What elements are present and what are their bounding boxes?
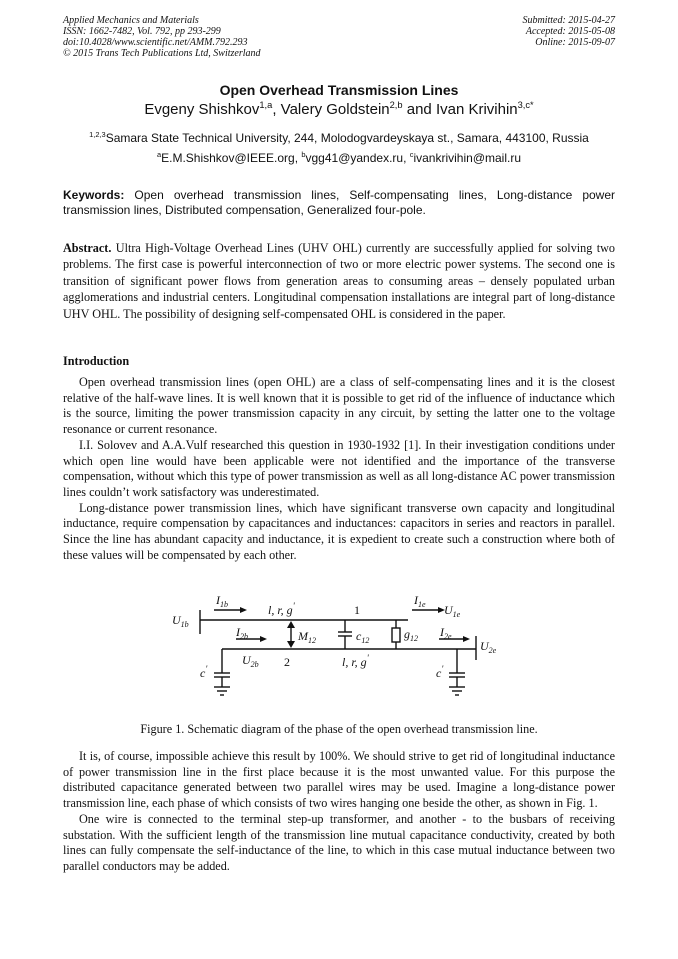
keywords-label: Keywords: xyxy=(63,188,125,202)
arrow-head xyxy=(240,607,247,613)
label-i2b: $I_{2b}$ xyxy=(236,625,248,641)
abstract-text: Ultra High-Voltage Overhead Lines (UHV OHL) currently are successfully applied for solving two problems. The first case is powerful interconnection of two or more electric power systems. The second one is transition of significant power flows from generation areas to consuming areas – densely populated urban agglomerations and industrial centers. Longitudinal compensation installations are integral part of long-distance UHV OHL. The possibility of designing self-compensated OHL is considered in the paper. xyxy=(63,241,615,321)
email-b-sup: b xyxy=(301,150,306,159)
label-u2b: $U_{2b}$ xyxy=(242,653,259,669)
author-list xyxy=(0,101,678,118)
paper-title: Open Overhead Transmission Lines xyxy=(219,82,459,98)
arrow-head xyxy=(260,636,267,642)
label-i2e: $I_{2e}$ xyxy=(440,625,452,641)
author-separator: and xyxy=(402,101,436,118)
author-separator: , xyxy=(272,101,281,118)
paragraph: It is, of course, impossible achieve this result by 100%. We should strive to get rid of longitudinal inductance of power transmission line in the first place because it is the most unwanted value. For this purpose the distributed capacitance generated between two parallel wires may be used. Imagine a long-distance power transmission line, each phase of which consists of two wires hanging one beside the other, as shown in Fig. 1. xyxy=(63,749,615,811)
label-lrg-bottom: l, r, g' xyxy=(342,653,369,669)
label-m12: $M_{12}$ xyxy=(298,629,316,645)
section-heading-introduction: Introduction xyxy=(63,354,130,368)
accepted-date: Accepted: 2015-05-08 xyxy=(525,26,615,37)
header-right xyxy=(523,15,616,48)
label-u1b: $U_{1b}$ xyxy=(172,613,189,629)
label-c-left: c' xyxy=(200,664,208,680)
online-date: Online: 2015-09-07 xyxy=(535,37,615,48)
email-b: vgg41@yandex.ru, xyxy=(305,151,410,165)
email-a-sup: a xyxy=(156,150,162,159)
email-a: E.M.Shishkov@IEEE.org, xyxy=(161,151,302,165)
doi: doi:10.4028/www.scientific.net/AMM.792.293 xyxy=(63,37,248,48)
label-i1e: $I_{1e}$ xyxy=(414,593,426,609)
affiliation-sup: 1,2,3 xyxy=(89,130,106,139)
label-line-2: 2 xyxy=(284,655,290,669)
label-line-1: 1 xyxy=(354,603,360,617)
author-1-sup: 1,a xyxy=(259,100,273,110)
author-3: Ivan Krivihin xyxy=(435,101,518,118)
email-c-sup: c xyxy=(409,150,414,159)
paragraph: Open overhead transmission lines (open OHL) are a class of self-compensating lines and it is the closest relative of the half-wave lines. It is well known that it is possible to get rid of the influence of inductance which is the source, limiting the power transmission capacity in any circuit, by setting the latter one to the voltage resonance or current resonance. xyxy=(63,375,615,437)
figure-1-caption: Figure 1. Schematic diagram of the phase of the open overhead transmission line. xyxy=(140,722,538,736)
submitted-date: Submitted: 2015-04-27 xyxy=(522,15,615,26)
arrow-head xyxy=(287,621,295,628)
author-3-sup: 3,c* xyxy=(517,100,534,110)
email-list xyxy=(0,151,678,165)
label-c-right: c' xyxy=(436,664,444,680)
copyright: © 2015 Trans Tech Publications Ltd, Switzerland xyxy=(63,48,261,59)
label-c12: $c_{12}$ xyxy=(356,629,370,645)
author-2-sup: 2,b xyxy=(389,100,403,110)
arrow-head xyxy=(287,641,295,648)
label-u1e: $U_{1e}$ xyxy=(444,603,461,619)
abstract-label: Abstract. xyxy=(63,241,112,255)
author-2: Valery Goldstein xyxy=(280,101,390,118)
issn: ISSN: 1662-7482, Vol. 792, pp 293-299 xyxy=(63,26,221,37)
email-c: ivankrivihin@mail.ru xyxy=(413,151,522,165)
label-lrg-top: l, r, g' xyxy=(268,601,295,617)
introduction-body xyxy=(63,375,615,563)
body-text xyxy=(63,749,615,875)
affiliation-text: Samara State Technical University, 244, Molodogvardeyskaya st., Samara, 443100, Russia xyxy=(105,131,589,145)
label-i1b: $I_{1b}$ xyxy=(216,593,228,609)
author-1: Evgeny Shishkov xyxy=(144,101,260,118)
label-u2e: $U_{2e}$ xyxy=(480,639,497,655)
figure-1-circuit-diagram xyxy=(168,584,510,704)
keywords-text: Open overhead transmission lines, Self-compensating lines, Long-distance power transmission lines, Distributed compensation, Generalized four-pole. xyxy=(63,188,615,217)
abstract xyxy=(63,240,615,322)
conductance-element xyxy=(392,628,400,642)
label-g12: $g_{12}$ xyxy=(404,627,418,643)
paragraph: I.I. Solovev and A.A.Vulf researched this question in 1930-1932 [1]. In their investigation conditions under which open line would have been applicable were not identified and the importance of the transverse compensation, without which this type of power transmission as well as all long-distance AC power transmission lines couldn’t work satisfactory was underestimated. xyxy=(63,437,615,499)
paragraph: One wire is connected to the terminal step-up transformer, and another - to the busbars of receiving substation. With the sufficient length of the transmission line mutual capacitance conductivity, created by both lines can fully compensate the self-inductance of the line, to which in this case mutual inductance between two parallel conductors may be added. xyxy=(63,811,615,873)
paragraph: Long-distance power transmission lines, which have significant transverse own capacity and longitudinal inductance, require compensation by capacitances and inductances: capacitors in series and reactors in parallel. Since the line has abundant capacity and inductance, it is expedient to create such a construction where both of these values will be compensated by each other. xyxy=(63,500,615,562)
affiliation xyxy=(0,131,678,145)
arrow-head xyxy=(463,636,470,642)
journal-name: Applied Mechanics and Materials xyxy=(63,15,199,26)
keywords xyxy=(63,188,615,218)
header-left xyxy=(63,15,261,59)
